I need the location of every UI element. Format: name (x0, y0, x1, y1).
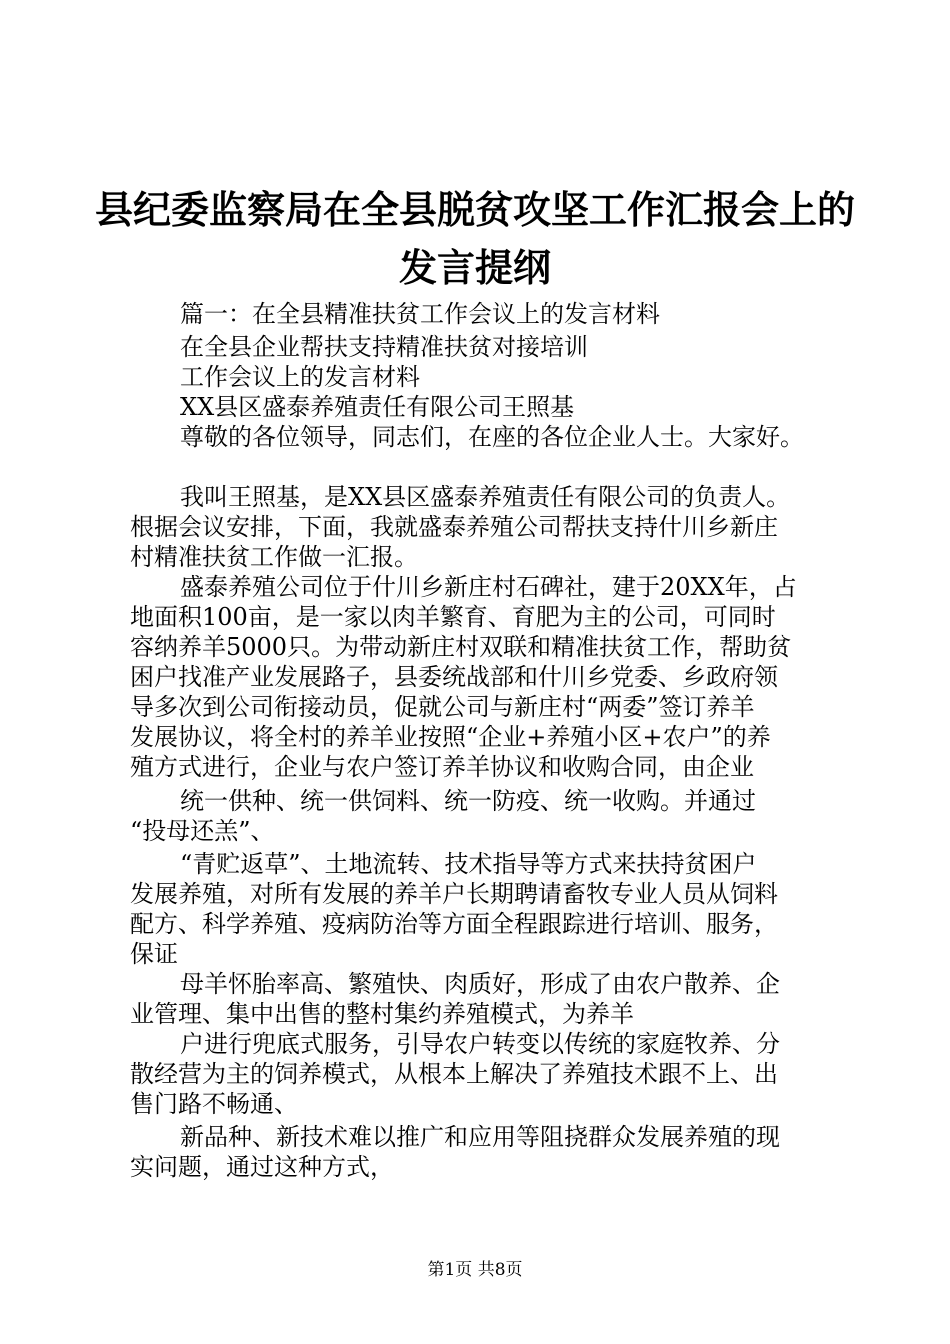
body-line: “青贮返草”、土地流转、技术指导等方式来扶持贫困户 (180, 850, 757, 878)
body-line: 我叫王照基，是XX县区盛泰养殖责任有限公司的负责人。 (180, 483, 791, 511)
body-line: 新品种、新技术难以推广和应用等阻挠群众发展养殖的现 (180, 1123, 780, 1151)
body-line: 业管理、集中出售的整村集约养殖模式，为养羊 (130, 1000, 634, 1028)
body-line: 售门路不畅通、 (130, 1090, 298, 1118)
body-line: 容纳养羊5000只。为带动新庄村双联和精准扶贫工作，帮助贫 (130, 633, 792, 661)
body-line: 保证 (130, 940, 178, 968)
body-line: 尊敬的各位领导，同志们，在座的各位企业人士。大家好。 (180, 423, 804, 451)
page-number: 第1页 共8页 (427, 1260, 523, 1280)
body-line: 殖方式进行，企业与农户签订养羊协议和收购合同，由企业 (130, 753, 754, 781)
body-line: 散经营为主的饲养模式，从根本上解决了养殖技术跟不上、出 (130, 1060, 778, 1088)
body-line: 配方、科学养殖、疫病防治等方面全程跟踪进行培训、服务， (130, 910, 778, 938)
body-line: 发展养殖，对所有发展的养羊户长期聘请畜牧专业人员从饲料 (130, 880, 778, 908)
body-line: 工作会议上的发言材料 (180, 363, 420, 391)
body-line: 在全县企业帮扶支持精准扶贫对接培训 (180, 333, 588, 361)
body-line: 导多次到公司衔接动员，促就公司与新庄村“两委”签订养羊 (130, 693, 755, 721)
body-line: 篇一：在全县精准扶贫工作会议上的发言材料 (180, 300, 660, 328)
document-title-line-2: 发言提纲 (398, 246, 551, 290)
body-line: 统一供种、统一供饲料、统一防疫、统一收购。并通过 (180, 787, 756, 815)
body-line: 困户找准产业发展路子，县委统战部和什川乡党委、乡政府领 (130, 663, 778, 691)
body-line: 实问题，通过这种方式， (130, 1153, 394, 1181)
body-line: 地面积100亩，是一家以肉羊繁育、育肥为主的公司，可同时 (130, 603, 776, 631)
body-line: 户进行兜底式服务，引导农户转变以传统的家庭牧养、分 (180, 1030, 780, 1058)
body-line: 根据会议安排，下面，我就盛泰养殖公司帮扶支持什川乡新庄 (130, 513, 778, 541)
body-line: 盛泰养殖公司位于什川乡新庄村石碑社，建于20XX年，占 (180, 573, 797, 601)
body-line: XX县区盛泰养殖责任有限公司王照基 (180, 393, 575, 421)
body-line: 发展协议，将全村的养羊业按照“企业+养殖小区+农户”的养 (130, 723, 771, 751)
body-line: “投母还羔”、 (130, 817, 275, 845)
document-title-line-1: 县纪委监察局在全县脱贫攻坚工作汇报会上的 (94, 188, 855, 232)
body-line: 村精准扶贫工作做一汇报。 (130, 543, 418, 571)
body-line: 母羊怀胎率高、繁殖快、肉质好，形成了由农户散养、企 (180, 970, 780, 998)
